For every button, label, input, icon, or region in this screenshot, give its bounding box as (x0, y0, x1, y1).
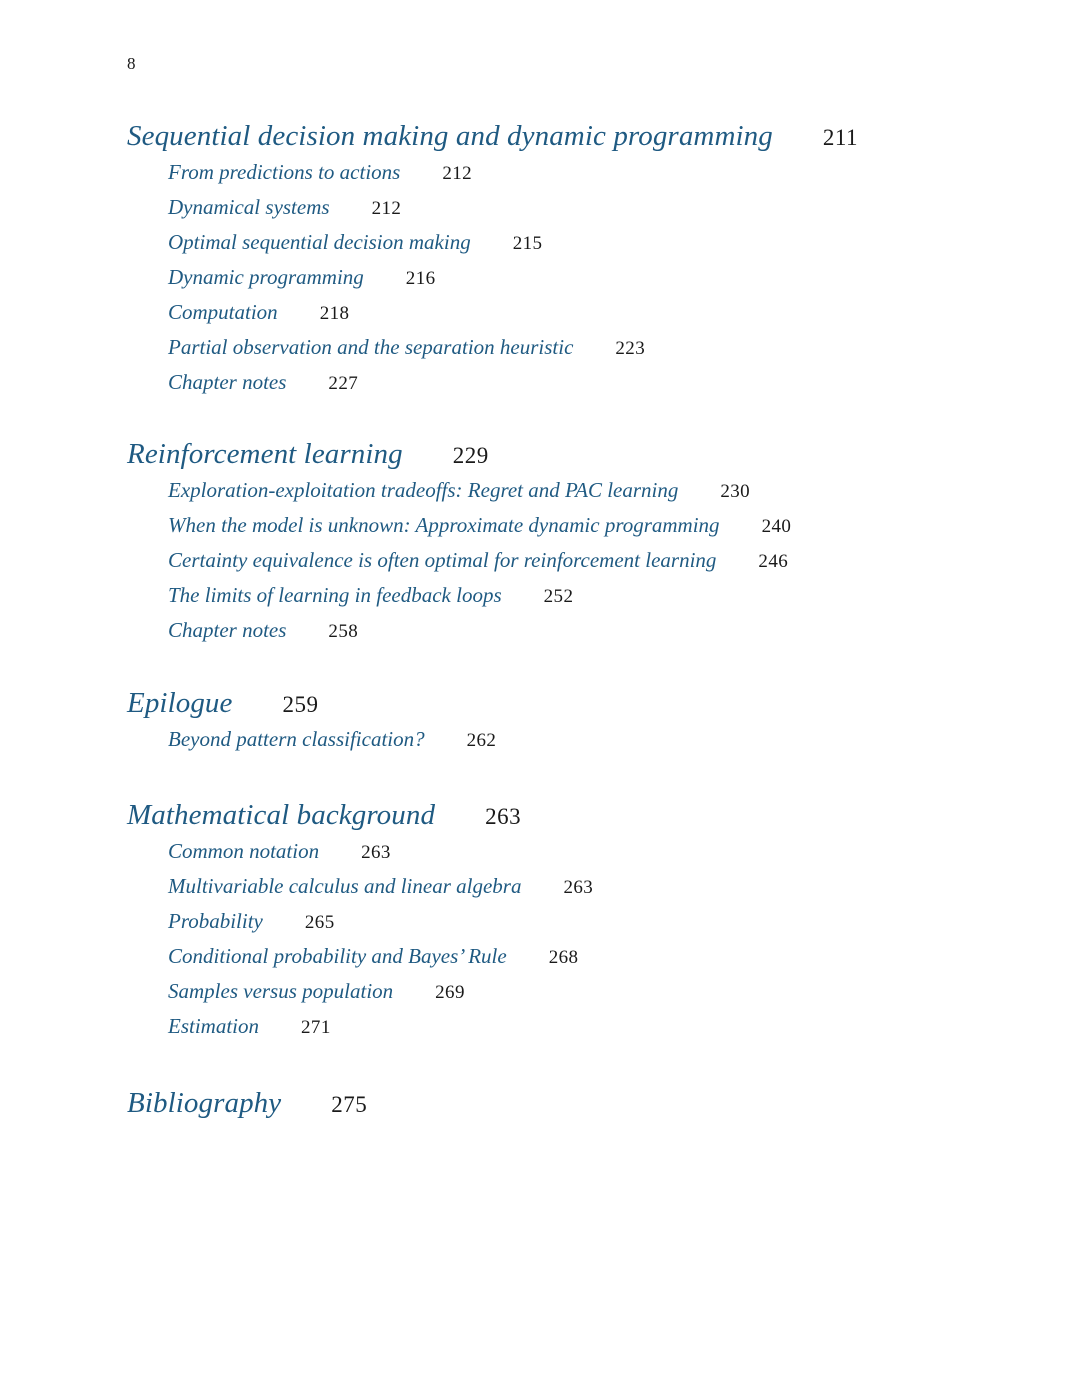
table-of-contents (127, 120, 1007, 1127)
toc-chapter (127, 799, 1007, 1049)
toc-section-list (127, 727, 1007, 762)
section-title[interactable]: Multivariable calculus and linear algebra (168, 874, 522, 898)
toc-section-entry[interactable] (168, 618, 1007, 653)
toc-chapter (127, 438, 1007, 653)
toc-section-entry[interactable] (168, 300, 1007, 335)
toc-section-entry[interactable] (168, 874, 1007, 909)
section-title[interactable]: Optimal sequential decision making (168, 230, 471, 254)
toc-section-entry[interactable] (168, 944, 1007, 979)
toc-chapter-entry[interactable] (127, 120, 1007, 160)
toc-chapter (127, 1087, 1007, 1127)
section-page-number: 262 (466, 730, 497, 751)
section-title[interactable]: Conditional probability and Bayes’ Rule (168, 944, 507, 968)
section-page-number: 265 (304, 912, 335, 933)
toc-chapter-entry[interactable] (127, 1087, 1007, 1127)
toc-section-entry[interactable] (168, 160, 1007, 195)
toc-section-entry[interactable] (168, 265, 1007, 300)
section-title[interactable]: Certainty equivalence is often optimal for reinforcement learning (168, 548, 717, 572)
toc-chapter (127, 120, 1007, 405)
toc-section-entry[interactable] (168, 195, 1007, 230)
toc-chapter-entry[interactable] (127, 438, 1007, 478)
section-title[interactable]: Exploration-exploitation tradeoffs: Regret and PAC learning (168, 478, 679, 502)
section-page-number: 215 (512, 233, 543, 254)
toc-section-list (127, 478, 1007, 653)
toc-section-entry[interactable] (168, 909, 1007, 944)
toc-section-entry[interactable] (168, 727, 1007, 762)
section-page-number: 212 (371, 198, 402, 219)
section-page-number: 269 (435, 982, 465, 1003)
page-number: 8 (127, 54, 136, 73)
toc-section-entry[interactable] (168, 839, 1007, 874)
section-title[interactable]: Beyond pattern classification? (168, 727, 425, 751)
section-title[interactable]: Common notation (168, 839, 320, 863)
section-title[interactable]: The limits of learning in feedback loops (168, 583, 502, 607)
toc-section-entry[interactable] (168, 335, 1007, 370)
toc-section-entry[interactable] (168, 230, 1007, 265)
chapter-page-number: 263 (485, 804, 522, 829)
toc-chapter (127, 687, 1007, 762)
chapter-page-number: 275 (331, 1092, 368, 1117)
chapter-title[interactable]: Bibliography (127, 1087, 282, 1119)
toc-section-list (127, 160, 1007, 405)
section-title[interactable]: When the model is unknown: Approximate dynamic programming (168, 513, 720, 537)
chapter-page-number: 211 (822, 125, 859, 150)
section-title[interactable]: Chapter notes (168, 370, 287, 394)
section-page-number: 223 (615, 338, 646, 359)
section-page-number: 216 (405, 268, 436, 289)
toc-section-entry[interactable] (168, 370, 1007, 405)
section-page-number: 218 (319, 303, 350, 324)
section-page-number: 227 (328, 373, 359, 394)
section-page-number: 246 (758, 551, 789, 572)
section-page-number: 268 (548, 947, 579, 968)
section-page-number: 240 (761, 516, 792, 537)
toc-section-entry[interactable] (168, 583, 1007, 618)
toc-section-entry[interactable] (168, 513, 1007, 548)
section-title[interactable]: Probability (168, 909, 263, 933)
section-page-number: 263 (361, 842, 391, 863)
section-title[interactable]: Dynamical systems (168, 195, 330, 219)
section-title[interactable]: Dynamic programming (168, 265, 364, 289)
section-title[interactable]: Estimation (168, 1014, 260, 1038)
section-title[interactable]: Chapter notes (168, 618, 287, 642)
section-title[interactable]: From predictions to actions (168, 160, 401, 184)
section-page-number: 212 (442, 163, 473, 184)
chapter-page-number: 229 (452, 443, 489, 468)
toc-chapter-entry[interactable] (127, 687, 1007, 727)
section-page-number: 230 (720, 481, 751, 502)
toc-section-entry[interactable] (168, 548, 1007, 583)
chapter-title[interactable]: Epilogue (127, 687, 233, 719)
chapter-title[interactable]: Reinforcement learning (127, 438, 403, 470)
section-page-number: 263 (563, 877, 594, 898)
toc-chapter-entry[interactable] (127, 799, 1007, 839)
chapter-title[interactable]: Mathematical background (127, 799, 436, 831)
section-title[interactable]: Partial observation and the separation heuristic (168, 335, 574, 359)
chapter-title[interactable]: Sequential decision making and dynamic programming (127, 120, 773, 152)
toc-section-entry[interactable] (168, 478, 1007, 513)
section-page-number: 252 (543, 586, 574, 607)
toc-section-entry[interactable] (168, 979, 1007, 1014)
chapter-page-number: 259 (282, 692, 319, 717)
section-page-number: 271 (301, 1017, 331, 1038)
section-title[interactable]: Computation (168, 300, 278, 324)
section-title[interactable]: Samples versus population (168, 979, 394, 1003)
toc-section-list (127, 839, 1007, 1049)
section-page-number: 258 (328, 621, 359, 642)
toc-section-entry[interactable] (168, 1014, 1007, 1049)
